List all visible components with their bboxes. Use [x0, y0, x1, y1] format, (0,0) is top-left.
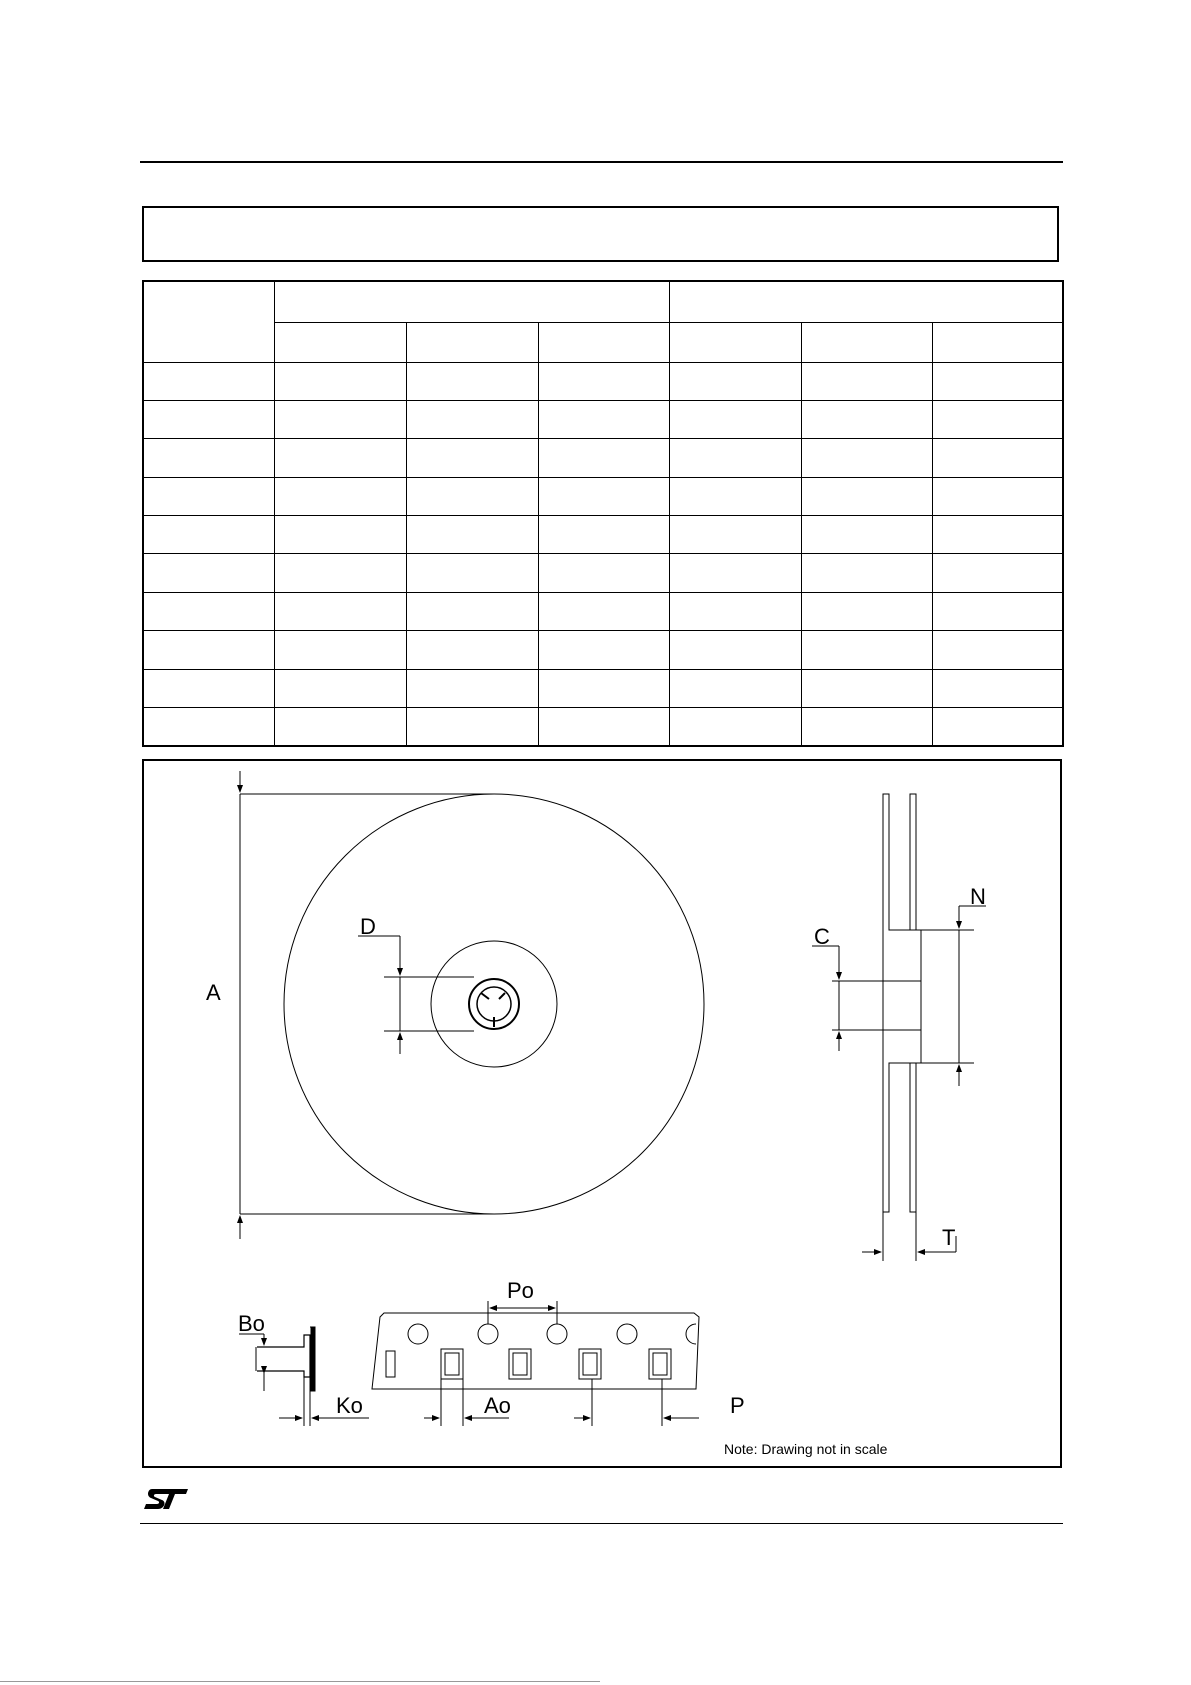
- table-cell: [538, 516, 669, 554]
- table-cell: [538, 669, 669, 707]
- table-cell: [406, 708, 538, 746]
- table-row: [143, 400, 1063, 438]
- table-cell: [932, 439, 1063, 477]
- label-P: P: [730, 1393, 745, 1418]
- table-cell: [669, 631, 801, 669]
- table-cell: [932, 669, 1063, 707]
- svg-text:ST: ST: [142, 1487, 144, 1488]
- reel-tape-drawing: [142, 759, 1062, 1468]
- table-row: [143, 669, 1063, 707]
- table-row: [143, 516, 1063, 554]
- table-cell: [406, 554, 538, 592]
- table-cell: [932, 554, 1063, 592]
- tape-pocket: [386, 1351, 395, 1377]
- table-cell: [801, 669, 932, 707]
- table-cell: [801, 554, 932, 592]
- table-cell: [801, 708, 932, 746]
- table-cell: [143, 516, 274, 554]
- table-cell: [274, 554, 406, 592]
- sprocket-hole: [408, 1324, 428, 1344]
- table-cell: [538, 477, 669, 515]
- table-cell: [538, 400, 669, 438]
- label-C: C: [814, 924, 830, 949]
- table-cell: [801, 631, 932, 669]
- table-cell: [274, 708, 406, 746]
- table-cell: [143, 631, 274, 669]
- drawing-note: Note: Drawing not in scale: [724, 1441, 888, 1457]
- table-cell: [406, 592, 538, 630]
- table-cell: [274, 439, 406, 477]
- table-cell: [932, 592, 1063, 630]
- subheader-cell: [538, 322, 669, 362]
- table-cell: [538, 631, 669, 669]
- table-cell: [406, 669, 538, 707]
- table-subheader-row: [143, 322, 1063, 362]
- table-row: [143, 439, 1063, 477]
- reel-outer-circle: [284, 794, 704, 1214]
- table-cell: [406, 631, 538, 669]
- table-cell: [143, 708, 274, 746]
- table-cell: [669, 477, 801, 515]
- header-rule: [140, 161, 1063, 163]
- table-cell: [932, 708, 1063, 746]
- table-cell: [801, 400, 932, 438]
- table-title-box: [142, 206, 1059, 262]
- table-cell: [406, 439, 538, 477]
- label-Po: Po: [507, 1278, 534, 1303]
- table-cell: [801, 477, 932, 515]
- table-cell: [932, 362, 1063, 400]
- table-cell: [143, 477, 274, 515]
- table-cell: [669, 708, 801, 746]
- table-cell: [143, 362, 274, 400]
- table-cell: [143, 592, 274, 630]
- sprocket-hole: [478, 1324, 498, 1344]
- table-cell: [143, 439, 274, 477]
- subheader-cell: [669, 322, 801, 362]
- subheader-cell: [801, 322, 932, 362]
- table-cell: [932, 477, 1063, 515]
- table-cell: [669, 554, 801, 592]
- table-cell: [538, 554, 669, 592]
- label-Ao: Ao: [484, 1393, 511, 1418]
- subheader-cell: [932, 322, 1063, 362]
- reel-side-right-flange: [910, 794, 916, 930]
- label-A: A: [206, 980, 221, 1005]
- table-cell: [143, 400, 274, 438]
- subheader-cell: [274, 322, 406, 362]
- header-cell-group-2: [669, 281, 1063, 322]
- reel-side-left-flange: [883, 794, 921, 1212]
- table-cell: [406, 477, 538, 515]
- table-cell: [538, 439, 669, 477]
- reel-hub-circle: [431, 941, 557, 1067]
- table-cell: [538, 362, 669, 400]
- label-Ko: Ko: [336, 1393, 363, 1418]
- footer-rule: [140, 1523, 1063, 1524]
- table-row: [143, 592, 1063, 630]
- table-cell: [669, 400, 801, 438]
- page-edge-mark: [0, 1681, 600, 1682]
- table-cell: [801, 592, 932, 630]
- table-header-row: [143, 281, 1063, 322]
- label-Bo: Bo: [238, 1311, 265, 1336]
- table-row: [143, 631, 1063, 669]
- label-D: D: [360, 914, 376, 939]
- header-cell-reference: [143, 281, 274, 362]
- table-cell: [406, 362, 538, 400]
- table-cell: [143, 554, 274, 592]
- table-cell: [274, 477, 406, 515]
- table-cell: [274, 400, 406, 438]
- table-row: [143, 362, 1063, 400]
- table-cell: [669, 592, 801, 630]
- label-N: N: [970, 884, 986, 909]
- table-cell: [801, 516, 932, 554]
- dimensions-table: [142, 280, 1064, 747]
- table-cell: [274, 516, 406, 554]
- table-cell: [274, 631, 406, 669]
- table-cell: [669, 669, 801, 707]
- table-cell: [932, 631, 1063, 669]
- st-logo: [142, 1487, 190, 1511]
- sprocket-hole: [547, 1324, 567, 1344]
- table-cell: [669, 516, 801, 554]
- drawing-canvas: [144, 761, 1062, 1468]
- reel-bore-keys: [481, 993, 505, 1027]
- label-T: T: [942, 1225, 956, 1250]
- table-cell: [932, 516, 1063, 554]
- table-cell: [274, 362, 406, 400]
- table-cell: [274, 669, 406, 707]
- table-row: [143, 554, 1063, 592]
- table-cell: [274, 592, 406, 630]
- table-cell: [669, 439, 801, 477]
- header-cell-group-1: [274, 281, 669, 322]
- sprocket-hole: [617, 1324, 637, 1344]
- table-cell: [669, 362, 801, 400]
- subheader-cell: [406, 322, 538, 362]
- table-cell: [538, 592, 669, 630]
- table-cell: [143, 669, 274, 707]
- table-row: [143, 477, 1063, 515]
- table-cell: [801, 362, 932, 400]
- table-cell: [932, 400, 1063, 438]
- table-cell: [801, 439, 932, 477]
- table-row: [143, 708, 1063, 746]
- table-cell: [538, 708, 669, 746]
- table-cell: [406, 400, 538, 438]
- table-cell: [406, 516, 538, 554]
